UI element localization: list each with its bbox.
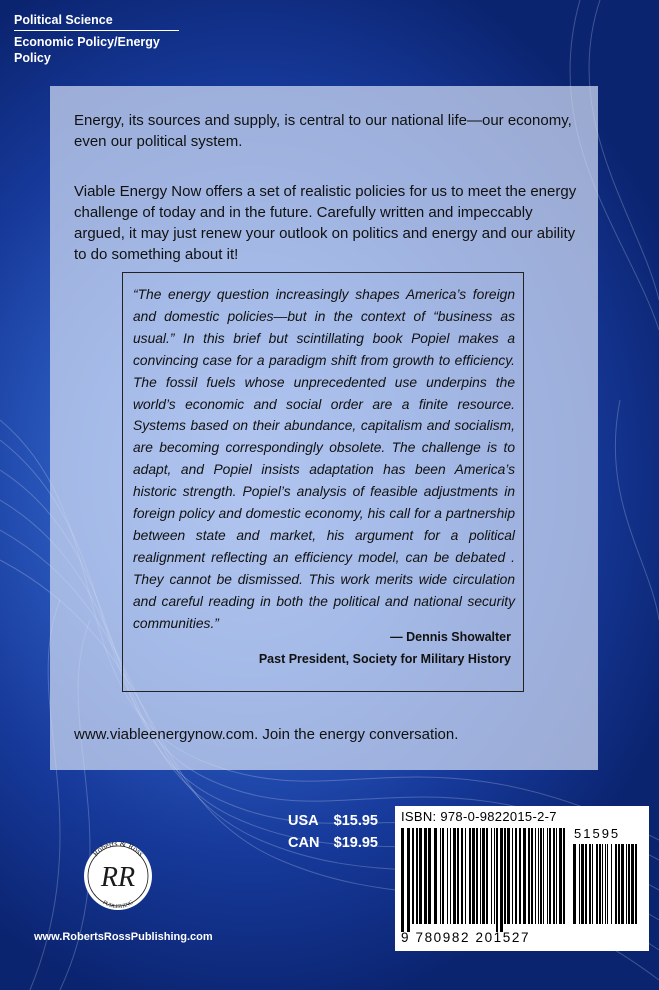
barcode-bar [531, 828, 533, 924]
barcode-main-bars [401, 828, 569, 932]
barcode-bar [553, 828, 555, 924]
publisher-logo [80, 834, 156, 916]
barcode-bar [519, 828, 521, 924]
barcode-bar [559, 828, 562, 924]
website-line: www.viableenergynow.com. Join the energy conversation. [74, 726, 459, 743]
barcode-bar [549, 828, 551, 924]
category-secondary: Economic Policy/Energy Policy [14, 35, 160, 65]
price-row-can [288, 835, 378, 857]
barcode-bar [621, 844, 624, 924]
price-label: USA [288, 813, 319, 829]
barcode-bar [592, 844, 593, 924]
barcode-bar [512, 828, 513, 924]
testimonial-text: “The energy question increasingly shapes America’s foreign and domestic policies—but in the context of “business as usual.” In this brief but scintillating book Popiel makes a convincing case for a paradigm shift from growth to efficiency. The fossil fuels whose unprecedented use underpins the world’s economic and social order are a finite resource. Systems based on their abundance, capitalism and socialism, are becoming correspondingly obsolete. The challenge is to adapt, and Popiel insists adaptation has been America’s historic strength. Popiel’s analysis of feasible adjustments in foreign policy and domestic economy, his call for a partnership between state and market, his argument for a political realignment reflecting an efficiency model, can be debated . They cannot be dismissed. This work merits wide circulation and careful reading in both the political and national security communities.” [133, 287, 515, 631]
barcode-bar [547, 828, 548, 924]
logo-bottom-text: PUBLISHING [101, 899, 135, 911]
barcode-bar [573, 844, 576, 924]
barcode-bar [626, 844, 627, 924]
barcode-bar [500, 828, 503, 932]
category-label [14, 12, 184, 66]
barcode-bar [507, 828, 510, 924]
description-panel [50, 86, 598, 770]
barcode-bar [540, 828, 542, 924]
barcode-bar [469, 828, 471, 924]
barcode-bar [599, 844, 601, 924]
barcode-bar [581, 844, 584, 924]
barcode-bar [602, 844, 603, 924]
barcode-bar [585, 844, 587, 924]
barcode-bar [618, 844, 620, 924]
barcode-bar [457, 828, 459, 924]
barcode-bar [579, 844, 580, 924]
barcode-area [395, 806, 649, 951]
barcode-bar [442, 828, 444, 924]
barcode-addon-bars [573, 844, 639, 932]
barcode-bar [556, 828, 557, 924]
category-primary: Political Science [14, 13, 113, 27]
barcode-bar [465, 828, 466, 924]
barcode-bar [461, 828, 463, 924]
barcode-bar [628, 844, 630, 924]
price-label: CAN [288, 835, 320, 851]
price-code-text: 51595 [574, 826, 621, 841]
intro-paragraph-2: Viable Energy Now offers a set of realistic policies for us to meet the energy challenge of today and in the future. Carefully written and impeccably argued, it may just renew your outlook on politics and energy and our ability to do something about it! [74, 183, 577, 263]
barcode-bar [407, 828, 410, 932]
barcode-bar [523, 828, 526, 924]
barcode-bar [447, 828, 448, 924]
barcode-bar [428, 828, 431, 924]
barcode-bar [596, 844, 598, 924]
price-value: $19.95 [333, 835, 378, 851]
barcode-bar [611, 844, 612, 924]
barcode-bar [496, 828, 498, 932]
barcode-bar [486, 828, 488, 924]
logo-top-text: Roberts & Ross [90, 838, 146, 859]
publisher-url: www.RobertsRossPublishing.com [34, 931, 213, 943]
price-row-usa [288, 813, 378, 835]
barcode-bar [491, 828, 492, 924]
barcode-bar [635, 844, 637, 924]
price-value: $15.95 [333, 813, 378, 829]
barcode-bar [480, 828, 481, 924]
barcode-bar [589, 844, 591, 924]
barcode-bar [504, 828, 506, 924]
barcode-bar [538, 828, 539, 924]
testimonial-author: — Dennis Showalter [390, 630, 511, 644]
intro-paragraph-1: Energy, its sources and supply, is central to our national life—our economy, even our political system. [74, 112, 572, 150]
barcode-bar [543, 828, 544, 924]
barcode-bar [412, 828, 414, 924]
barcode-bar [528, 828, 530, 924]
barcode-bar [450, 828, 451, 924]
barcode-bar [535, 828, 536, 924]
category-divider [14, 30, 179, 31]
barcode-bar [419, 828, 422, 924]
barcode-bar [631, 844, 634, 924]
barcode-bar [563, 828, 565, 924]
barcode-digits: 9 780982 201527 [401, 930, 531, 945]
barcode-bar [607, 844, 608, 924]
barcode-bar [615, 844, 617, 924]
price-list [288, 813, 378, 857]
logo-monogram: RR [100, 862, 136, 893]
barcode-bar [494, 828, 495, 924]
barcode-bar [401, 828, 404, 932]
barcode-bar [476, 828, 478, 924]
barcode-bar [424, 828, 427, 924]
barcode-bar [515, 828, 517, 924]
barcode-bar [482, 828, 485, 924]
barcode-bar [416, 828, 418, 924]
testimonial-author-title: Past President, Society for Military History [258, 652, 511, 666]
isbn-text: ISBN: 978-0-9822015-2-7 [401, 809, 557, 824]
testimonial-box [122, 272, 524, 692]
barcode-bar [453, 828, 456, 924]
barcode-bar [440, 828, 441, 924]
barcode-bar [434, 828, 437, 924]
barcode-bar [472, 828, 475, 924]
barcode-bar [605, 844, 606, 924]
